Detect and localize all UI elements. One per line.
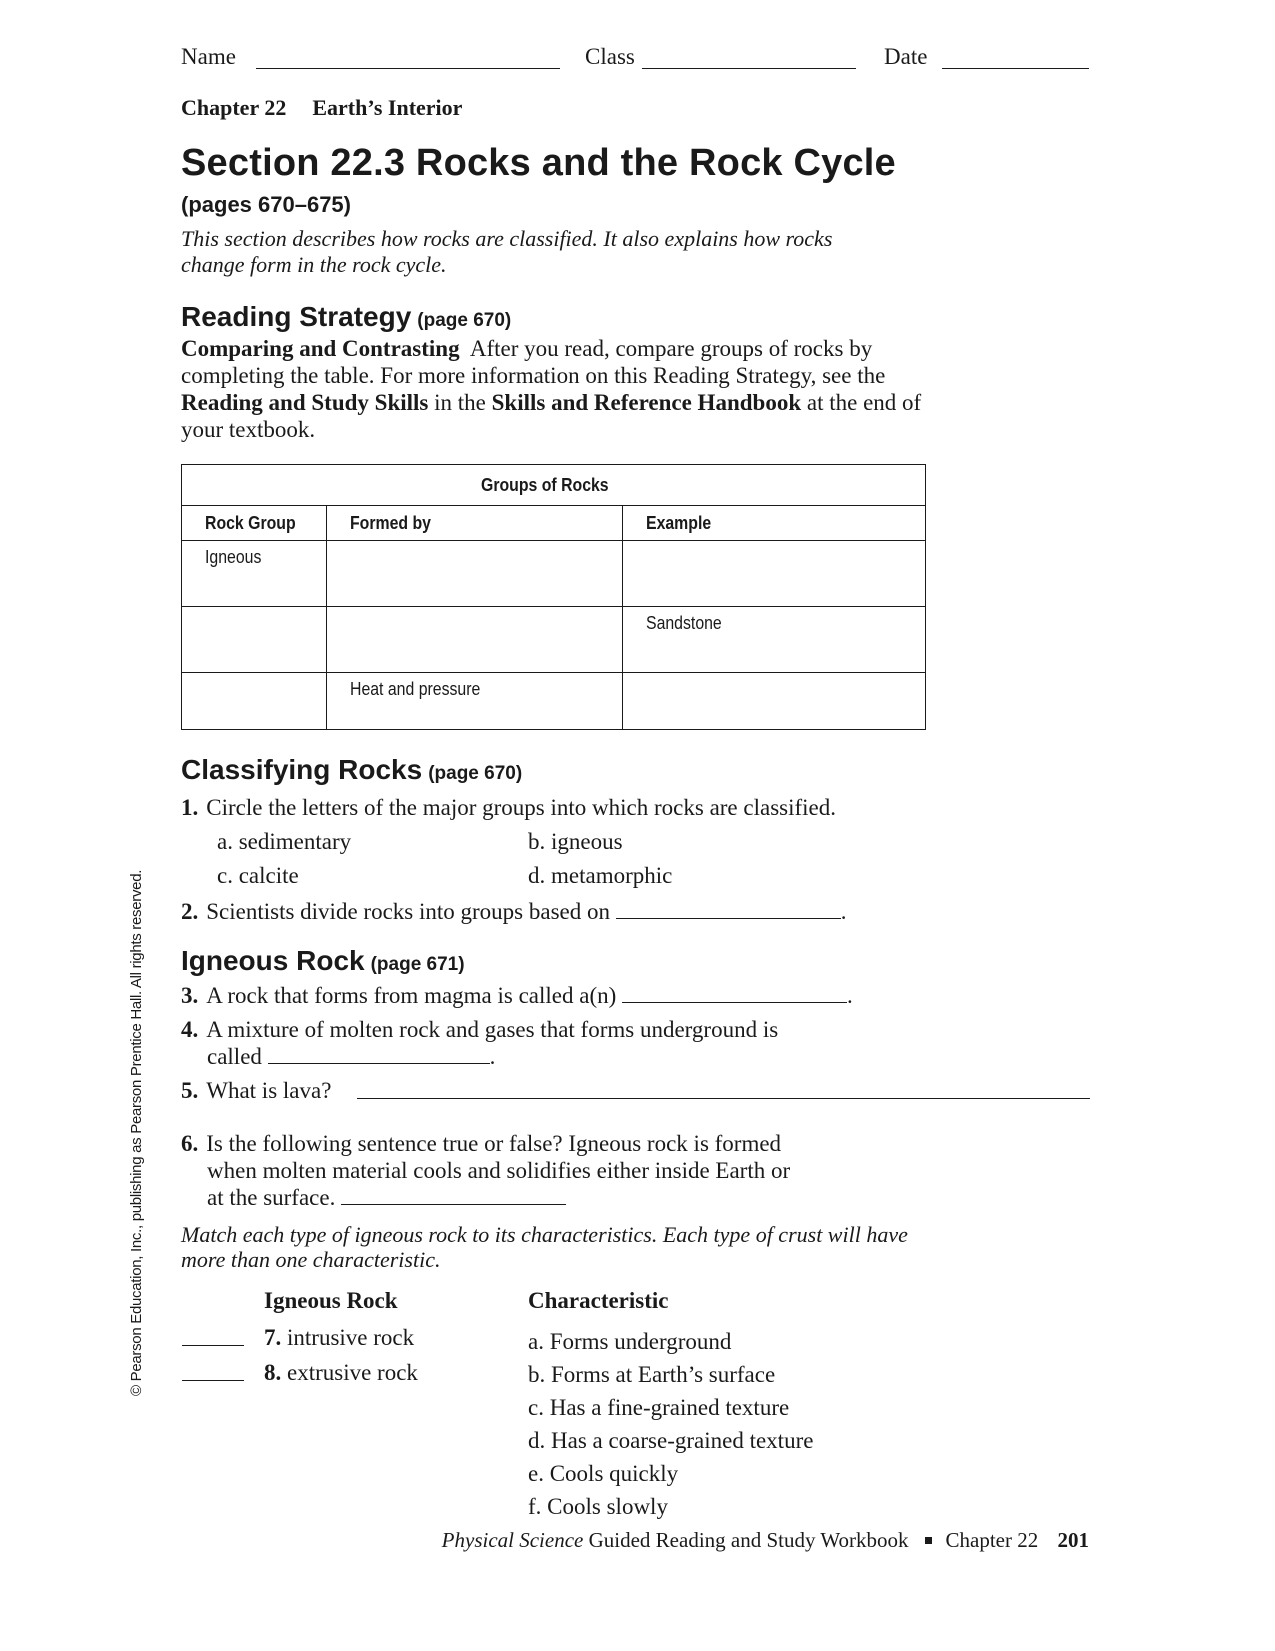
- table-row: [182, 541, 926, 607]
- reading-strategy-text2: in the: [434, 390, 486, 415]
- match-item-7: [264, 1325, 414, 1351]
- question-6-number: 6.: [181, 1131, 199, 1156]
- characteristic-f: f. Cools slowly: [528, 1494, 668, 1519]
- question-1-number: 1.: [181, 795, 199, 820]
- page-number: 201: [1057, 1528, 1089, 1552]
- name-field: [181, 44, 236, 70]
- footer-bullet: [925, 1537, 932, 1544]
- question-2-answer-line[interactable]: [616, 917, 841, 919]
- question-5-text: What is lava?: [206, 1078, 332, 1103]
- question-6: [181, 1130, 790, 1211]
- characteristic-a: a. Forms underground: [528, 1329, 732, 1354]
- igneous-rock-heading: [181, 945, 465, 977]
- table-cell[interactable]: Sandstone: [622, 607, 925, 673]
- question-2-number: 2.: [181, 899, 199, 924]
- reading-strategy-text: [181, 335, 941, 443]
- column-header-formed-by: Formed by: [326, 506, 622, 541]
- question-5-number: 5.: [181, 1078, 199, 1103]
- question-3-text: A rock that forms from magma is called a(n): [206, 983, 617, 1008]
- section-title: Section 22.3 Rocks and the Rock Cycle: [181, 142, 896, 184]
- match-item-7-text: intrusive rock: [287, 1325, 415, 1350]
- table-row: [182, 673, 926, 730]
- date-input-line[interactable]: [942, 68, 1089, 69]
- question-4-answer-line[interactable]: [268, 1062, 490, 1064]
- classifying-rocks-heading: [181, 754, 522, 786]
- name-label: Name: [181, 44, 236, 69]
- answer-7-line[interactable]: [182, 1345, 244, 1346]
- question-5: [181, 1077, 331, 1104]
- question-3-number: 3.: [181, 983, 199, 1008]
- reading-strategy-text3: at the end of your textbook.: [181, 390, 922, 442]
- option-a[interactable]: a. sedimentary: [217, 829, 352, 854]
- section-intro: This section describes how rocks are classified. It also explains how rocks change form in the rock cycle.: [181, 226, 833, 277]
- option-c[interactable]: c. calcite: [217, 863, 299, 888]
- column-igneous-rock: Igneous Rock: [264, 1288, 398, 1313]
- characteristic-b: b. Forms at Earth’s surface: [528, 1362, 776, 1387]
- classifying-rocks-title: Classifying Rocks: [181, 754, 423, 785]
- question-6-answer-line[interactable]: [341, 1203, 566, 1205]
- table-cell[interactable]: Igneous: [182, 541, 327, 607]
- footer-book-title: Guided Reading and Study Workbook: [588, 1528, 909, 1552]
- match-item-8-number: 8.: [264, 1360, 282, 1385]
- question-4: [181, 1016, 778, 1070]
- question-2-text: Scientists divide rocks into groups based on: [206, 899, 610, 924]
- igneous-rock-page: (page 671): [370, 954, 465, 975]
- question-4-period: .: [489, 1044, 496, 1069]
- table-caption: Groups of Rocks: [182, 465, 926, 506]
- table-cell[interactable]: [326, 607, 622, 673]
- reading-strategy-bold2: Skills and Reference Handbook: [491, 390, 802, 415]
- footer-book-italic: Physical Science: [441, 1528, 584, 1552]
- chapter-title: Earth’s Interior: [312, 95, 463, 120]
- characteristic-d: d. Has a coarse-grained texture: [528, 1428, 814, 1453]
- question-3-answer-line[interactable]: [622, 1001, 847, 1003]
- match-item-7-number: 7.: [264, 1325, 282, 1350]
- question-6-text-line3: at the surface.: [207, 1185, 336, 1210]
- column-header-example: Example: [622, 506, 925, 541]
- date-field: [884, 44, 927, 70]
- reading-strategy-lead: Comparing and Contrasting: [181, 336, 460, 361]
- reading-strategy-bold1: Reading and Study Skills: [181, 390, 429, 415]
- class-input-line[interactable]: [642, 68, 856, 69]
- reading-strategy-heading: [181, 301, 511, 333]
- igneous-rock-title: Igneous Rock: [181, 945, 365, 976]
- class-label: Class: [585, 44, 635, 69]
- option-d[interactable]: d. metamorphic: [528, 863, 673, 888]
- table-cell[interactable]: [326, 541, 622, 607]
- match-item-8-text: extrusive rock: [287, 1360, 418, 1385]
- reading-strategy-text1: After you read, compare groups of rocks by completing the table. For more information on this Reading Strategy, see the: [181, 336, 886, 388]
- table-cell[interactable]: [182, 607, 327, 673]
- date-label: Date: [884, 44, 928, 69]
- reading-strategy-page: (page 670): [417, 310, 512, 331]
- answer-8-line[interactable]: [182, 1380, 244, 1381]
- characteristic-c: c. Has a fine-grained texture: [528, 1395, 790, 1420]
- table-cell[interactable]: Heat and pressure: [326, 673, 622, 730]
- section-pages: (pages 670–675): [181, 192, 351, 217]
- classifying-rocks-page: (page 670): [428, 763, 523, 784]
- chapter-heading: [181, 95, 462, 121]
- name-input-line[interactable]: [256, 68, 560, 69]
- question-3: [181, 982, 853, 1009]
- groups-of-rocks-table: [181, 464, 926, 730]
- match-item-8: [264, 1360, 418, 1386]
- characteristics-list: [528, 1325, 813, 1523]
- option-b[interactable]: b. igneous: [528, 829, 623, 854]
- question-2: [181, 898, 847, 925]
- class-field: [585, 44, 635, 70]
- question-5-answer-line[interactable]: [357, 1098, 1090, 1099]
- question-1-text: Circle the letters of the major groups into which rocks are classified.: [206, 795, 836, 820]
- table-row: [182, 607, 926, 673]
- footer-chapter: Chapter 22: [945, 1528, 1039, 1552]
- table-cell[interactable]: [622, 541, 925, 607]
- question-4-number: 4.: [181, 1017, 199, 1042]
- question-6-text: Is the following sentence true or false? Igneous rock is formed: [206, 1131, 782, 1156]
- reading-strategy-title: Reading Strategy: [181, 301, 412, 332]
- question-6-text-line2: when molten material cools and solidifies either inside Earth or: [207, 1158, 791, 1183]
- question-3-period: .: [847, 983, 853, 1008]
- question-1: [181, 794, 836, 821]
- column-header-rock-group: Rock Group: [182, 506, 327, 541]
- question-2-period: .: [840, 899, 847, 924]
- table-cell[interactable]: [182, 673, 327, 730]
- matching-instructions: Match each type of igneous rock to its characteristics. Each type of crust will have more than one characteristic.: [181, 1222, 908, 1272]
- question-4-text: A mixture of molten rock and gases that forms underground is: [206, 1017, 779, 1042]
- page-footer: [442, 1528, 1089, 1553]
- characteristic-e: e. Cools quickly: [528, 1461, 679, 1486]
- question-4-text-cont: called: [207, 1044, 262, 1069]
- chapter-number: Chapter 22: [181, 95, 287, 120]
- table-cell[interactable]: [622, 673, 925, 730]
- column-characteristic: Characteristic: [528, 1288, 669, 1313]
- copyright-notice: © Pearson Education, Inc., publishing as Pearson Prentice Hall. All rights reserved.: [128, 869, 145, 1396]
